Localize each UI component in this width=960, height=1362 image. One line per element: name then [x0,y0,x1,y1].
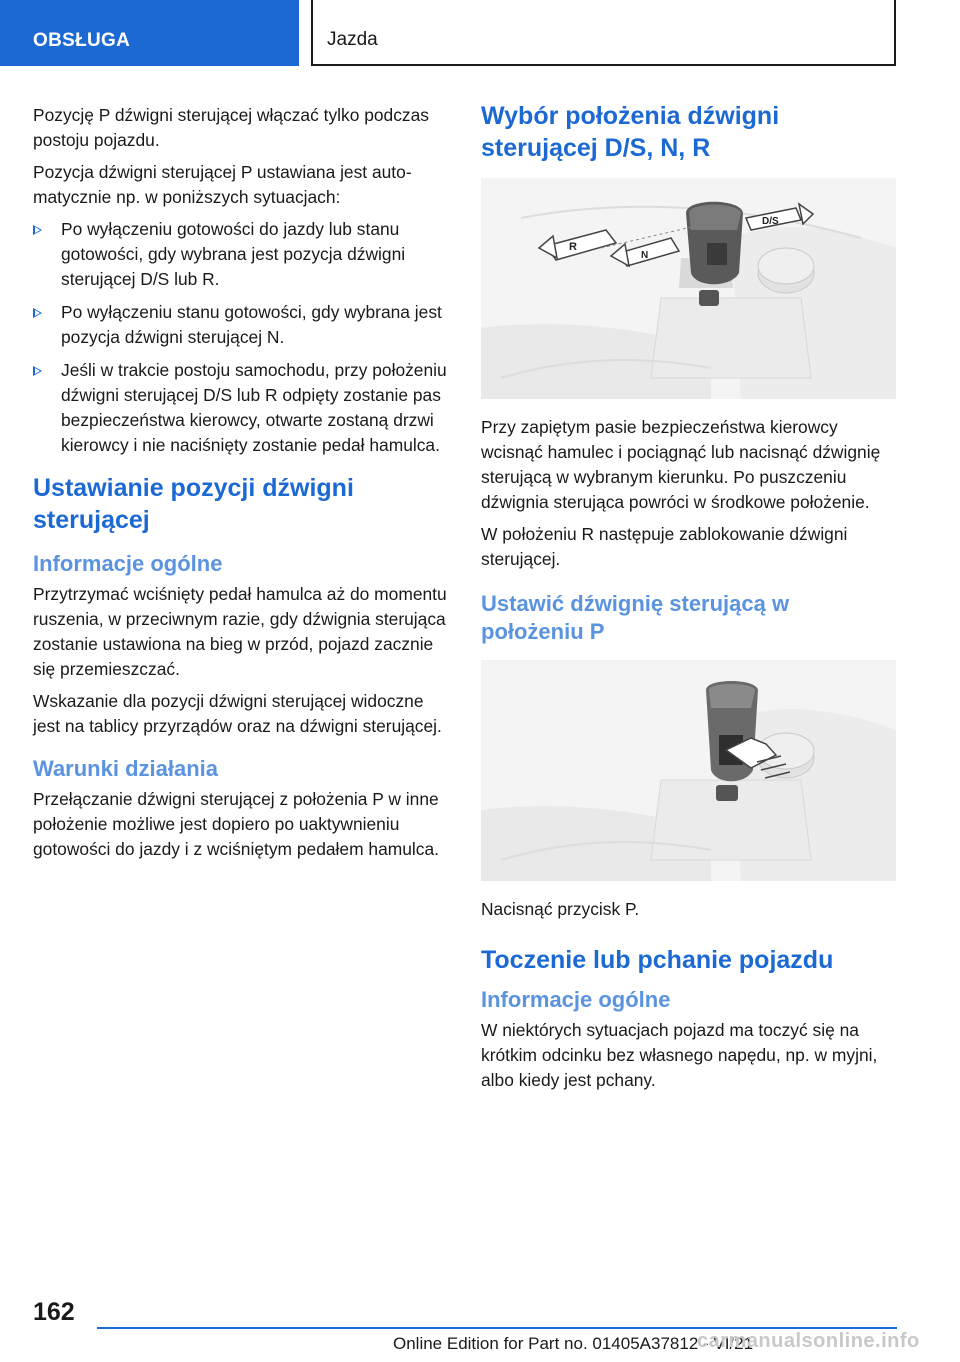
edition-text: Online Edition for Part no. 01405A37812 - VI/21 [393,1334,754,1353]
paragraph: W położeniu R następuje zablokowanie dźwigni sterującej. [481,524,848,569]
right-column [481,100,897,1100]
section-heading: Wybór położenia dźwigni sterującej D/S, N, R [481,102,780,162]
list-item: Po wyłączeniu stanu gotowości, gdy wybrana jest pozycja dźwigni sterującej N. [33,300,451,350]
paragraph: Przy zapiętym pasie bezpieczeństwa kierowcy wcisnąć hamulec i pociągnąć lub nacisnąć dźwignię sterującą w wybranym kierunku. Po puszczeniu dźwignia sterująca powróci w środkowe położenie. [481,417,881,512]
park-button-press-image [481,660,896,881]
subsection-heading: Warunki działania [33,756,219,781]
triangle-bullet-icon [33,366,42,376]
label-n: N [641,250,649,261]
left-column [33,103,451,869]
section-tab[interactable]: OBSŁUGA [0,0,299,66]
chapter-title: Jazda [311,0,896,66]
subsection-heading: Informacje ogólne [33,551,223,576]
section-heading: Toczenie lub pchanie pojazdu [481,946,834,974]
paragraph: Nacisnąć przycisk P. [481,899,640,919]
triangle-bullet-icon [33,225,42,235]
paragraph: W niektórych sytuacjach pojazd ma toczyć się na krótkim odcinku bez własnego napędu, np. w myjni, albo kiedy jest pchany. [481,1020,878,1090]
paragraph: Pozycja dźwigni sterującej P ustawiana jest automatycznie np. w poniższych sytuacjach: [33,162,412,207]
section-heading: Ustawianie pozycji dźwigni sterującej [33,474,354,534]
park-button-illustration [481,660,896,881]
list-item: Jeśli w trakcie postoju samochodu, przy położeniu dźwigni sterującej D/S lub R odpięty zostanie pas bezpieczeństwa kierowcy, otwarte zostaną drzwi kierowcy i nie naciśnięty zostanie pedał hamulca. [33,358,451,458]
paragraph: Pozycję P dźwigni sterującej włączać tylko podczas postoju pojazdu. [33,105,429,150]
page-number: 162 [33,1298,75,1326]
subsection-heading: Informacje ogólne [481,987,671,1012]
paragraph: Przełączanie dźwigni sterującej z położenia P w inne położenie możliwe jest dopiero po uaktywnieniu gotowości do jazdy i z wciśniętym pedałem hamulca. [33,789,439,859]
paragraph: Wskazanie dla pozycji dźwigni sterującej widoczne jest na tablicy przyrządów oraz na dźwigni sterującej. [33,691,442,736]
label-ds: D/S [762,216,779,227]
footer-divider [97,1327,897,1329]
bullet-list [33,217,451,458]
paragraph: Przytrzymać wciśnięty pedał hamulca aż do momentu ruszenia, w przeciwnym razie, gdy dźwignia sterująca zostanie ustawiona na bieg w przód, pojazd zacznie się przemieszczać. [33,584,447,679]
gear-selector-illustration [481,178,896,399]
triangle-bullet-icon [33,308,42,318]
gear-lever-directions-image [481,178,896,399]
watermark: carmanualsonline.info [697,1330,920,1352]
list-item: Po wyłączeniu gotowości do jazdy lub stanu gotowości, gdy wybrana jest pozycja dźwigni sterującej D/S lub R. [33,217,451,292]
subsection-heading: Ustawić dźwignię sterującą w położeniu P [481,591,790,644]
label-r: R [569,241,577,253]
